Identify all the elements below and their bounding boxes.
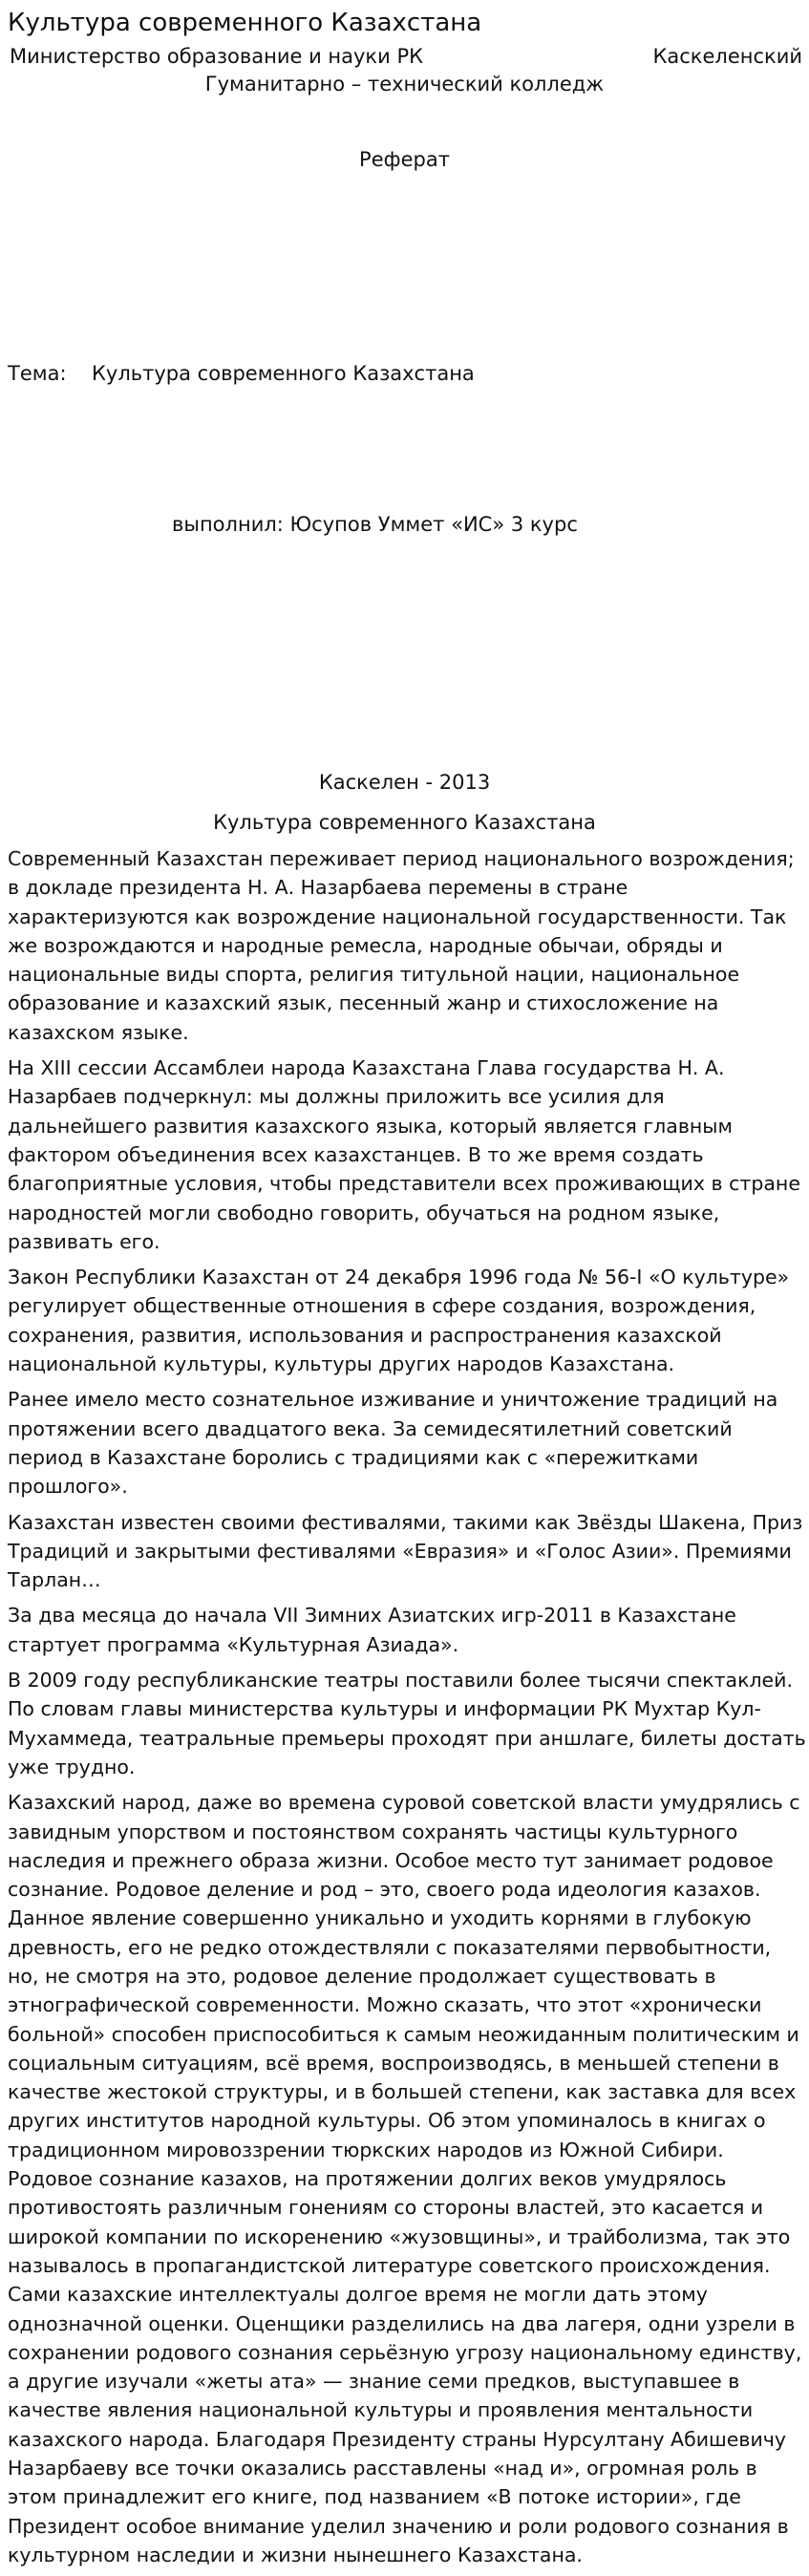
paragraph: Ранее имело место сознательное изживание и уничтожение традиций на протяжении всего двадцатого века. За семидесятилетний советский период в Казахстане боролись с традициями как с «пережитками прошлого». <box>8 1388 778 1499</box>
paragraph: Закон Республики Казахстан от 24 декабря 1996 года № 56-I «О культуре» регулирует общественные отношения в сфере создания, возрождения, сохранения, развития, использования и распространения казахской национальной культуры, культуры других народов Казахстана. <box>8 1266 790 1376</box>
paragraph: В 2009 году республиканские театры поставили более тысячи спектаклей. По словам главы министерства культуры и информации РК Мухтар Кул-Мухаммеда, театральные премьеры проходят при аншлаге, билеты достать уже трудно. <box>8 1669 806 1778</box>
paragraph: Казахстан известен своими фестивалями, такими как Звёзды Шакена, Приз Традиций и закрытыми фестивалями «Евразия» и «Голос Азии». Премиями Тарлан… <box>8 1510 803 1592</box>
theme-value: Культура современного Казахстана <box>92 362 475 385</box>
ministry-name: Министерство образование и науки РК <box>10 45 424 68</box>
college-name-line2: Гуманитарно – технический колледж <box>204 73 605 96</box>
theme-row <box>8 359 475 388</box>
college-name-line1: Каскеленский <box>652 45 802 68</box>
paragraph: За два месяца до начала VII Зимних Азиатских игр-2011 в Казахстане стартует программа «Культурная Азиада». <box>8 1604 736 1656</box>
paragraph: На XIII сессии Ассамблеи народа Казахстана Глава государства Н. А. Назарбаев подчеркнул: мы должны приложить все усилия для дальнейшего развития казахского языка, который является главным фактором объединения всех казахстанцев. В то же время создать благоприятные условия, чтобы представители всех проживающих в стране народностей могли свободно говорить, обучаться на родном языке, развивать его. <box>8 1056 800 1253</box>
theme-label: Тема: <box>8 362 67 385</box>
author-line: выполнил: Юсупов Уммет «ИС» 3 курс <box>172 513 578 536</box>
article-body <box>8 844 806 2576</box>
city-year: Каскелен - 2013 <box>318 771 491 794</box>
page-title: Культура современного Казахстана <box>8 9 482 37</box>
article-title: Культура современного Казахстана <box>213 811 596 834</box>
paragraph: Современный Казахстан переживает период национального возрождения; в докладе президента Н. А. Назарбаева перемены в стране характеризуются как возрождение национальной государственности. Так же возрождаются и народные ремесла, народные обычаи, обряды и национальные виды спорта, религия титульной нации, национальное образование и казахский язык, песенный жанр и стихосложение на казахском языке. <box>8 847 795 1044</box>
paragraph: Казахский народ, даже во времена суровой советской власти умудрялись с завидным упорством и постоянством сохранять частицы культурного наследия и прежнего образа жизни. Особое место тут занимает родовое сознание. Родовое деление и род – это, своего рода идеология казахов. Данное явление совершенно уникально и уходить корнями в глубокую древность, его не редко отождествляли с показателями первобытности, но, не смотря на это, родовое деление продолжает существовать в этнографической современности. Можно сказать, что этот «хронически больной» способен приспособиться к самым неожиданным политическим и социальным ситуациям, всё время, воспроизводясь, в меньшей степени в качестве жестокой структуры, и в большей степени, как заставка для всех других институтов народной культуры. Об этом упоминалось в книгах о традиционном мировоззрении тюркских народов из Южной Сибири. Родовое сознание казахов, на протяжении долгих веков умудрялось противостоять различным гонениям со стороны властей, это касается и широкой компании по искоренению «жузовщины», и трайболизма, так это называлось в пропагандистской литературе советского происхождения. Сами казахские интеллектуалы долгое время не могли дать этому однозначной оценки. Оценщики разделились на два лагеря, одни узрели в сохранении родового сознания серьёзную угрозу национальному единству, а другие изучали «жеты ата» — знание семи предков, выступавшее в качестве явления национальной культуры и проявления ментальности казахского народа. Благодаря Президенту страны Нурсултану Абишевичу Назарбаеву все точки оказались расставлены «над и», огромная роль в этом принадлежит его книге, под названием «В потоке истории», где Президент особое внимание уделил значению и роли родового сознания в культурном наследии и жизни нынешнего Казахстана. <box>8 1791 802 2566</box>
document-type: Реферат <box>359 148 450 171</box>
